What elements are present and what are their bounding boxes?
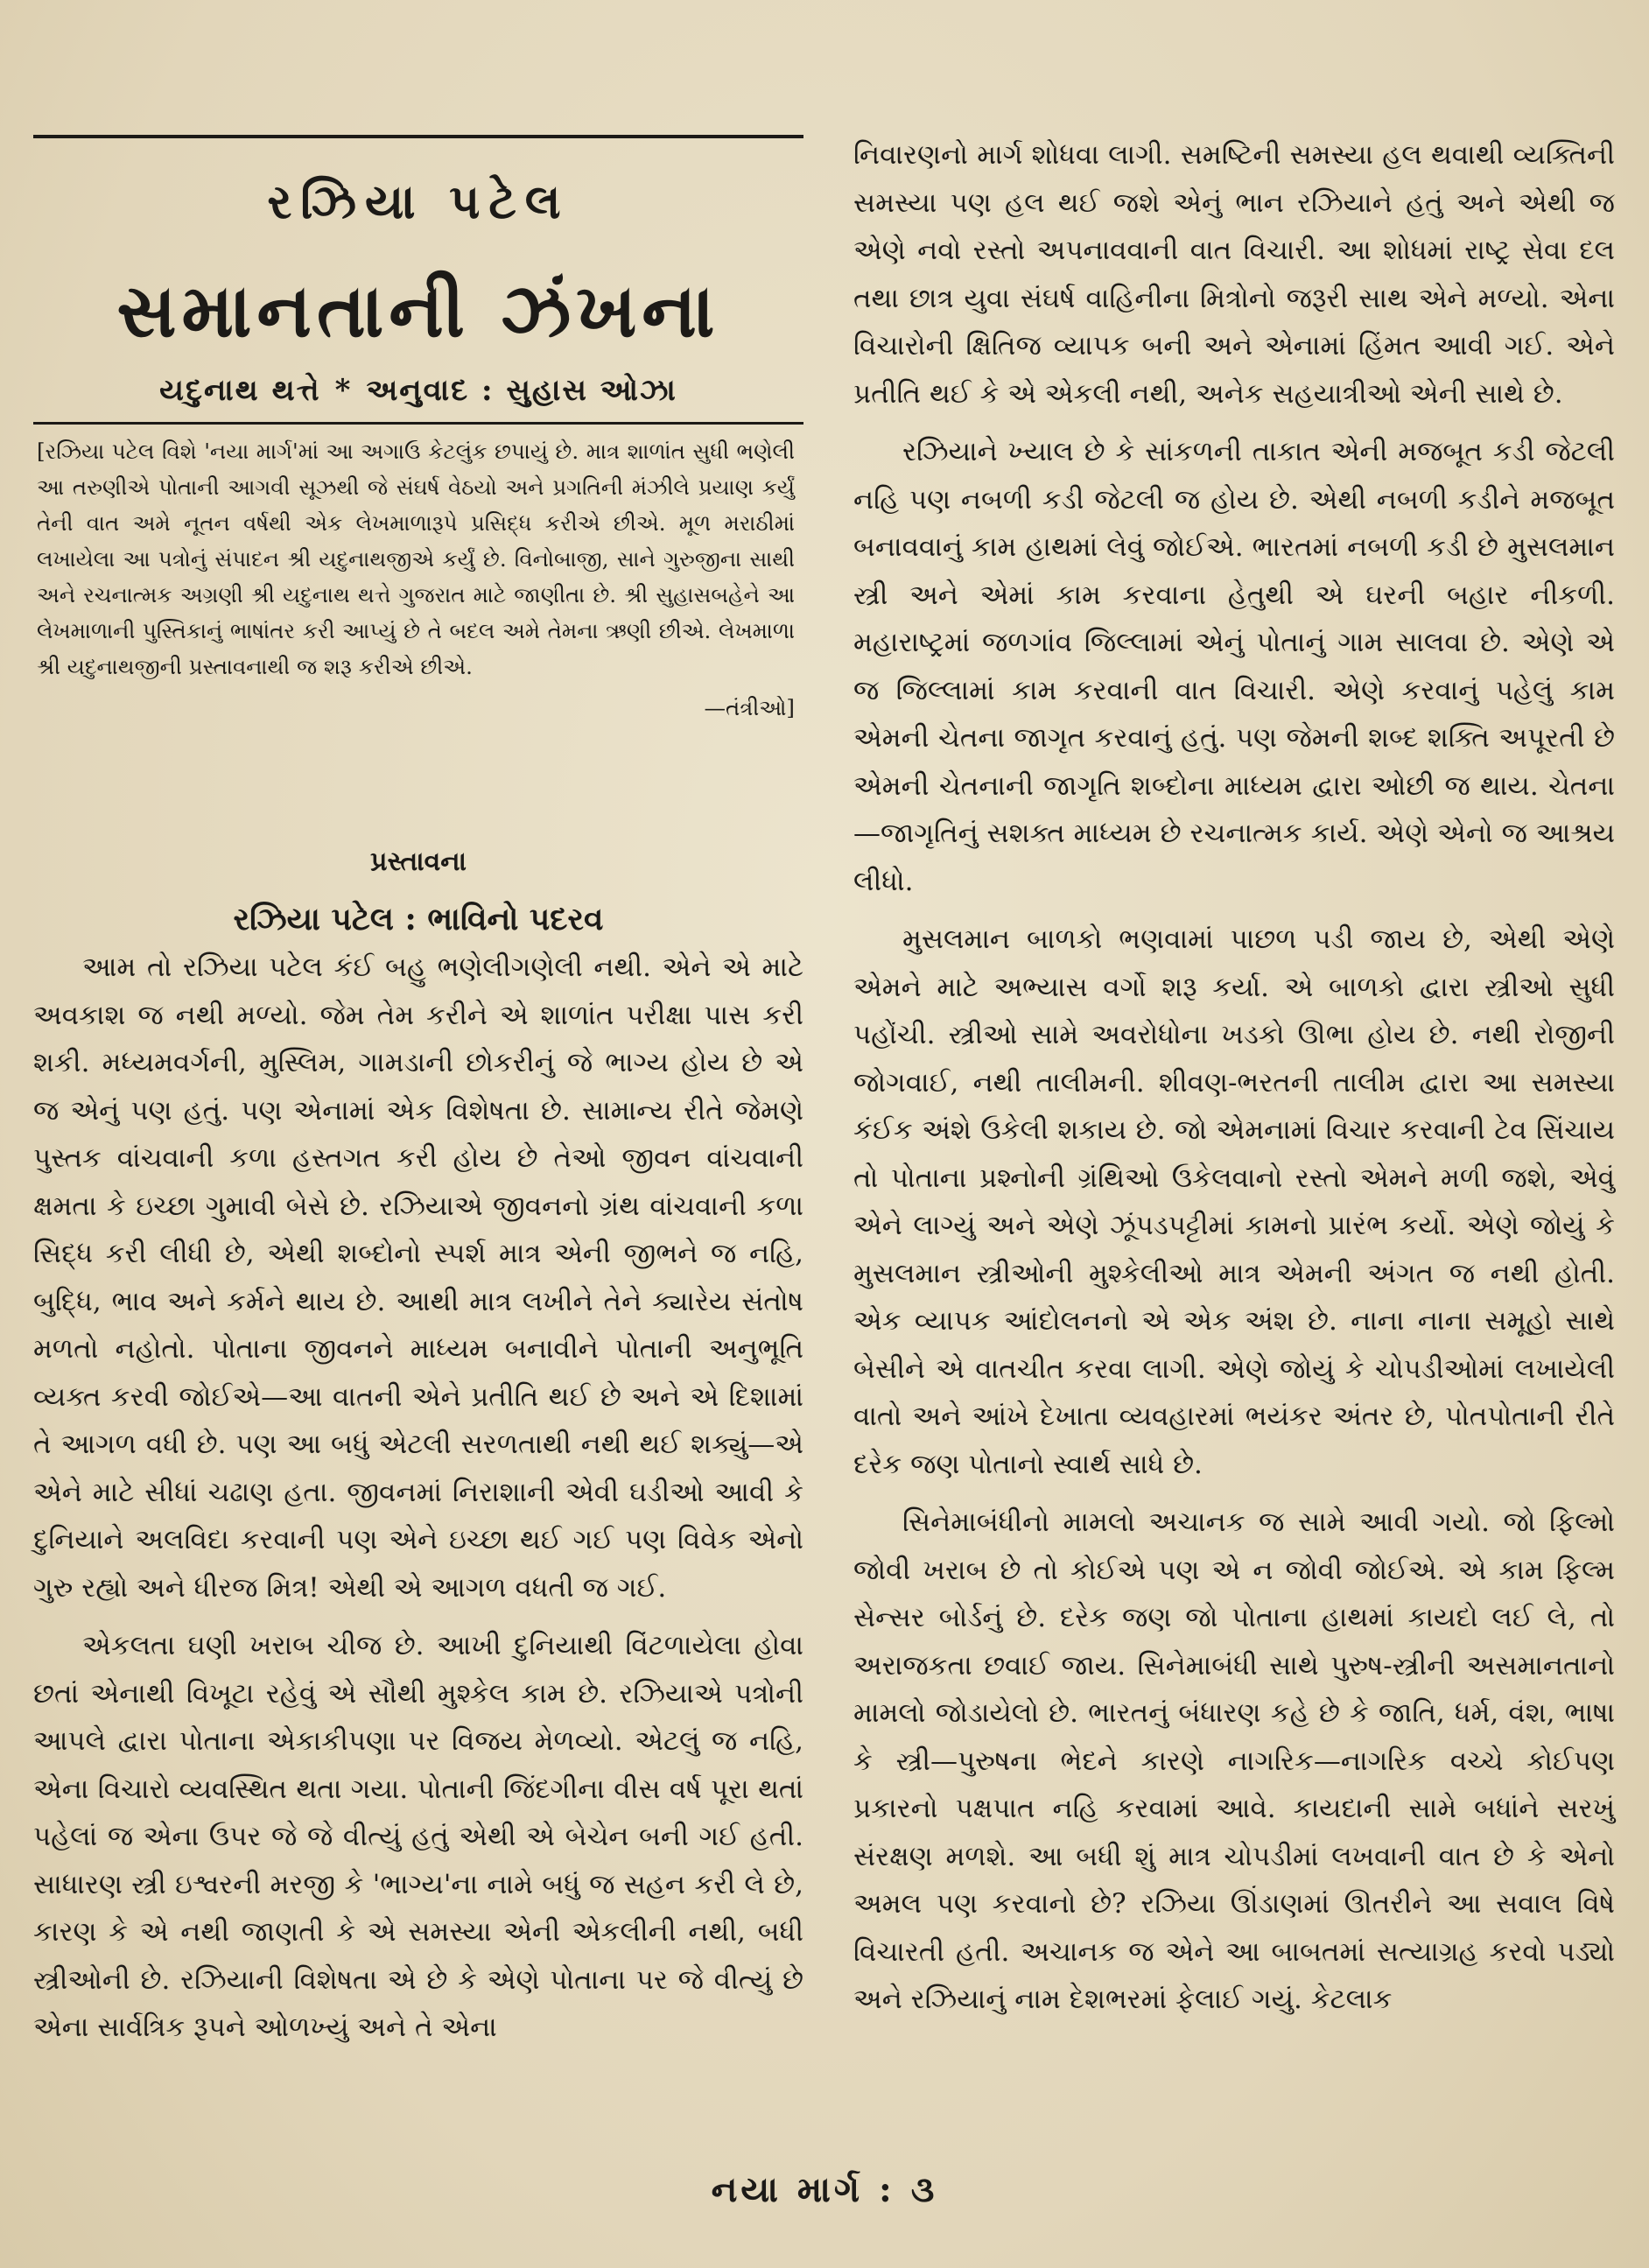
paragraph: રઝિયાને ખ્યાલ છે કે સાંકળની તાકાત એની મજબૂત કડી જેટલી નહિ પણ નબળી કડી જેટલી જ હોય છે. એથી નબળી કડીને મજબૂત બનાવવાનું કામ હાથમાં લેવું જોઈએ. ભારતમાં નબળી કડી છે મુસલમાન સ્ત્રી અને એમાં કામ કરવાના હેતુથી એ ઘરની બહાર નીકળી. મહારાષ્ટ્રમાં જળગાંવ જિલ્લામાં એનું પોતાનું ગામ સાલવા છે. એણે એ જ જિલ્લામાં કામ કરવાની વાત વિચારી. એણે કરવાનું પહેલું કામ એમની ચેતના જાગૃત કરવાનું હતું. પણ જેમની શબ્દ શક્તિ અપૂરતી છે એમની ચેતનાની જાગૃતિ શબ્દોના માધ્યમ દ્વારા ઓછી જ થાય. ચેતના—જાગૃતિનું સશક્ત માધ્યમ છે રચનાત્મક કાર્ય. એણે એનો જ આશ્રય લીધો. xyxy=(853,436,1615,897)
article-title: સમાનતાની ઝંખના xyxy=(116,267,720,354)
credit-rule xyxy=(33,422,803,425)
left-body-text xyxy=(33,944,803,2062)
right-body-text xyxy=(853,131,1615,2034)
section-subheading: રઝિયા પટેલ : ભાવિનો પદરવ xyxy=(233,901,604,937)
writer-name: યદુનાથ થત્તે xyxy=(159,373,321,408)
paragraph: આમ તો રઝિયા પટેલ કંઈ બહુ ભણેલીગણેલી નથી. એને એ માટે અવકાશ જ નથી મળ્યો. જેમ તેમ કરીને એ શાળાંત પરીક્ષા પાસ કરી શકી. મધ્યમવર્ગની, મુસ્લિમ, ગામડાની છોકરીનું જે ભાગ્ય હોય છે એ જ એનું પણ હતું. પણ એનામાં એક વિશેષતા છે. સામાન્ય રીતે જેમણે પુસ્તક વાંચવાની કળા હસ્તગત કરી હોય છે તેઓ જીવન વાંચવાની ક્ષમતા કે ઇચ્છા ગુમાવી બેસે છે. રઝિયાએ જીવનનો ગ્રંથ વાંચવાની કળા સિદ્ધ કરી લીધી છે, એથી શબ્દોનો સ્પર્શ માત્ર એની જીભને જ નહિ, બુદ્ધિ, ભાવ અને કર્મને થાય છે. આથી માત્ર લખીને તેને ક્યારેય સંતોષ મળતો નહોતો. પોતાના જીવનને માધ્યમ બનાવીને પોતાની અનુભૂતિ વ્યક્ત કરવી જોઈએ—આ વાતની એને પ્રતીતિ થઈ છે અને એ દિશામાં તે આગળ વધી છે. પણ આ બધું એટલી સરળતાથી નથી થઈ શક્યું—એ એને માટે સીધાં ચઢાણ હતા. જીવનમાં નિરાશાની એવી ઘડીઓ આવી કે દુનિયાને અલવિદા કરવાની પણ એને ઇચ્છા થઈ ગઈ પણ વિવેક એનો ગુરુ રહ્યો અને ધીરજ મિત્ર! એથી એ આગળ વધતી જ ગઈ. xyxy=(33,951,803,1604)
credit-separator: * xyxy=(334,373,353,408)
translator-credit: અનુવાદ : સુહાસ ઓઝા xyxy=(366,373,677,408)
article-credit xyxy=(33,364,803,417)
paragraph: એકલતા ઘણી ખરાબ ચીજ છે. આખી દુનિયાથી વિંટળાયેલા હોવા છતાં એનાથી વિખૂટા રહેવું એ સૌથી મુશ્કેલ કામ છે. રઝિયાએ પત્રોની આપલે દ્વારા પોતાના એકાકીપણા પર વિજય મેળવ્યો. એટલું જ નહિ, એના વિચારો વ્યવસ્થિત થતા ગયા. પોતાની જિંદગીના વીસ વર્ષ પૂરા થતાં પહેલાં જ એના ઉપર જે જે વીત્યું હતું એથી એ બેચેન બની ગઈ હતી. સાધારણ સ્ત્રી ઇશ્વરની મરજી કે 'ભાગ્ય'ના નામે બધું જ સહન કરી લે છે, કારણ કે એ નથી જાણતી કે એ સમસ્યા એની એકલીની નથી, બધી સ્ત્રીઓની છે. રઝિયાની વિશેષતા એ છે કે એણે પોતાના પર જે વીત્યું છે એના સાર્વત્રિક રૂપને ઓળખ્યું અને તે એના xyxy=(33,1630,803,2043)
paragraph: મુસલમાન બાળકો ભણવામાં પાછળ પડી જાય છે, એથી એણે એમને માટે અભ્યાસ વર્ગો શરૂ કર્યા. એ બાળકો દ્વારા સ્ત્રીઓ સુધી પહોંચી. સ્ત્રીઓ સામે અવરોધોના ખડકો ઊભા હોય છે. નથી રોજીની જોગવાઈ, નથી તાલીમની. શીવણ-ભરતની તાલીમ દ્વારા આ સમસ્યા કંઈક અંશે ઉકેલી શકાય છે. જો એમનામાં વિચાર કરવાની ટેવ સિંચાય તો પોતાના પ્રશ્નોની ગ્રંથિઓ ઉકેલવાનો રસ્તો એમને મળી જશે, એવું એને લાગ્યું અને એણે ઝૂંપડપટ્ટીમાં કામનો પ્રારંભ કર્યો. એણે જોયું કે મુસલમાન સ્ત્રીઓની મુશ્કેલીઓ માત્ર એમની અંગત જ નથી હોતી. એક વ્યાપક આંદોલનનો એ એક અંશ છે. નાના નાના સમૂહો સાથે બેસીને એ વાતચીત કરવા લાગી. એણે જોયું કે ચોપડીઓમાં લખાયેલી વાતો અને આંખે દેખાતા વ્યવહારમાં ભયંકર અંતર છે, પોતપોતાની રીતે દરેક જણ પોતાનો સ્વાર્થ સાધે છે. xyxy=(853,923,1615,1480)
editor-note-text: [રઝિયા પટેલ વિશે 'નયા માર્ગ'માં આ અગાઉ કેટલુંક છપાયું છે. માત્ર શાળાંત સુધી ભણેલી આ તરુણીએ પોતાની આગવી સૂઝથી જે સંઘર્ષ વેઠયો અને પ્રગતિની મંઝીલે પ્રયાણ કર્યું તેની વાત અમે નૂતન વર્ષથી એક લેખમાળારૂપે પ્રસિદ્ધ કરીએ છીએ. મૂળ મરાઠીમાં લખાયેલા આ પત્રોનું સંપાદન શ્રી યદુનાથજીએ કર્યું છે. વિનોબાજી, સાને ગુરુજીના સાથી અને રચનાત્મક અગ્રણી શ્રી યદુનાથ થત્તે ગુજરાત માટે જાણીતા છે. શ્રી સુહાસબહેને આ લેખમાળાની પુસ્તિકાનું ભાષાંતર કરી આપ્યું છે તે બદલ અમે તેમના ઋણી છીએ. લેખમાળા શ્રી યદુનાથજીની પ્રસ્તાવનાથી જ શરૂ કરીએ છીએ. xyxy=(37,439,795,679)
editor-note xyxy=(37,433,795,726)
right-column xyxy=(853,131,1615,2127)
section-heading: પ્રસ્તાવના xyxy=(370,846,467,877)
page-footer: નયા માર્ગ : ૩ xyxy=(711,2169,938,2210)
article-author-heading: રઝિયા પટેલ xyxy=(267,173,570,229)
paragraph: સિનેમાબંધીનો મામલો અચાનક જ સામે આવી ગયો. જો ફિલ્મો જોવી ખરાબ છે તો કોઈએ પણ એ ન જોવી જોઈએ. એ કામ ફિલ્મ સેન્સર બોર્ડનું છે. દરેક જણ જો પોતાના હાથમાં કાયદો લઈ લે, તો અરાજકતા છવાઈ જાય. સિનેમાબંધી સાથે પુરુષ-સ્ત્રીની અસમાનતાનો મામલો જોડાયેલો છે. ભારતનું બંધારણ કહે છે કે જાતિ, ધર્મ, વંશ, ભાષા કે સ્ત્રી—પુરુષના ભેદને કારણે નાગરિક—નાગરિક વચ્ચે કોઈપણ પ્રકારનો પક્ષપાત નહિ કરવામાં આવે. કાયદાની સામે બધાંને સરખું સંરક્ષણ મળશે. આ બધી શું માત્ર ચોપડીમાં લખવાની વાત છે કે એનો અમલ પણ કરવાનો છે? રઝિયા ઊંડાણમાં ઊતરીને આ સવાલ વિષે વિચારતી હતી. અચાનક જ એને આ બાબતમાં સત્યાગ્રહ કરવો પડ્યો અને રઝિયાનું નામ દેશભરમાં ફેલાઈ ગયું. કેટલાક xyxy=(853,1506,1615,2015)
left-column xyxy=(33,131,803,2127)
top-rule xyxy=(33,135,803,138)
paragraph: નિવારણનો માર્ગ શોધવા લાગી. સમષ્ટિની સમસ્યા હલ થવાથી વ્યક્તિની સમસ્યા પણ હલ થઈ જશે એનું ભાન રઝિયાને હતું અને એથી જ એણે નવો રસ્તો અપનાવવાની વાત વિચારી. આ શોધમાં રાષ્ટ્ર સેવા દલ તથા છાત્ર યુવા સંઘર્ષ વાહિનીના મિત્રોનો જરૂરી સાથ એને મળ્યો. એના વિચારોની ક્ષિતિજ વ્યાપક બની અને એનામાં હિંમત આવી ગઈ. એને પ્રતીતિ થઈ કે એ એકલી નથી, અનેક સહયાત્રીઓ એની સાથે છે. xyxy=(853,139,1615,410)
editor-signature: —તંત્રીઓ] xyxy=(704,695,795,720)
